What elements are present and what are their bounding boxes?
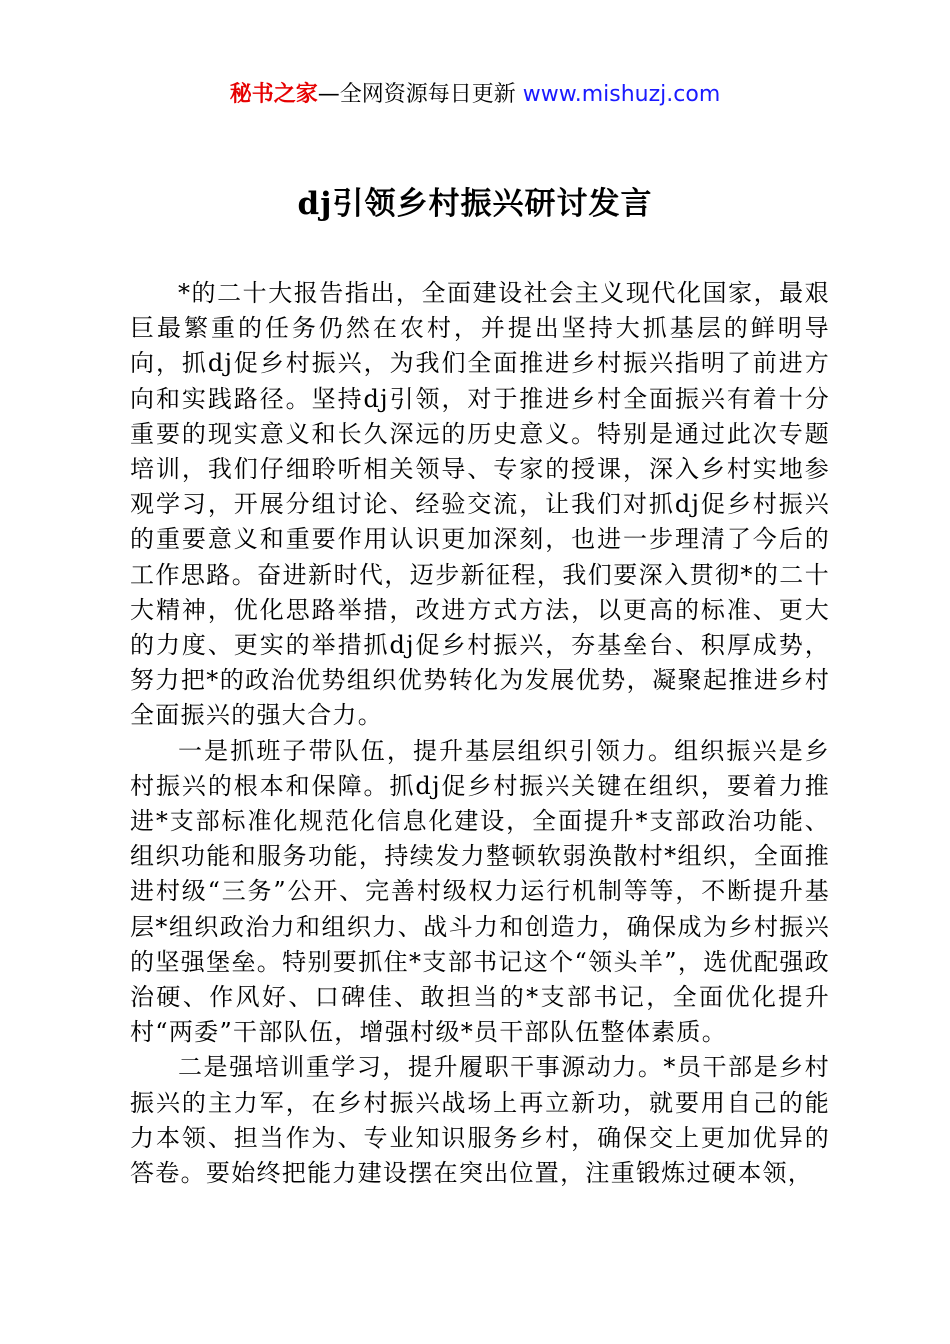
site-header (0, 80, 950, 110)
site-brand: 秘书之家 (229, 82, 318, 107)
paragraph-intro: *的二十大报告指出，全面建设社会主义现代化国家，最艰巨最繁重的任务仍然在农村，并提出坚持大抓基层的鲜明导向，抓dj促乡村振兴，为我们全面推进乡村振兴指明了前进方向和实践路径。坚持dj引领，对于推进乡村全面振兴有着十分重要的现实意义和长久深远的历史意义。特别是通过此次专题培训，我们仔细聆听相关领导、专家的授课，深入乡村实地参观学习，开展分组讨论、经验交流，让我们对抓dj促乡村振兴的重要意义和重要作用认识更加深刻，也进一步理清了今后的工作思路。奋进新时代，迈步新征程，我们要深入贯彻*的二十大精神，优化思路举措，改进方式方法，以更高的标准、更大的力度、更实的举措抓dj促乡村振兴，夯基垒台、积厚成势，努力把*的政治优势组织优势转化为发展优势，凝聚起推进乡村全面振兴的强大合力。 (130, 279, 830, 730)
site-tagline: —全网资源每日更新 (317, 82, 523, 107)
paragraph-point-one: 一是抓班子带队伍，提升基层组织引领力。组织振兴是乡村振兴的根本和保障。抓dj促乡村振兴关键在组织，要着力推进*支部标准化规范化信息化建设，全面提升*支部政治功能、组织功能和服务功能，持续发力整顿软弱涣散村*组织，全面推进村级“三务”公开、完善村级权力运行机制等等，不断提升基层*组织政治力和组织力、战斗力和创造力，确保成为乡村振兴的坚强堡垒。特别要抓住*支部书记这个“领头羊”，选优配强政治硬、作风好、口碑佳、敢担当的*支部书记，全面优化提升村“两委”干部队伍，增强村级*员干部队伍整体素质。 (130, 736, 830, 1047)
site-url-link[interactable]: www.mishuzj.com (522, 82, 721, 107)
paragraph-point-two: 二是强培训重学习，提升履职干事源动力。*员干部是乡村振兴的主力军，在乡村振兴战场上再立新功，就要用自己的能力本领、担当作为、专业知识服务乡村，确保交上更加优异的答卷。要始终把能力建设摆在突出位置，注重锻炼过硬本领， (130, 1053, 830, 1188)
document-title: dj引领乡村振兴研讨发言 (297, 186, 653, 222)
document-body (130, 276, 830, 1191)
